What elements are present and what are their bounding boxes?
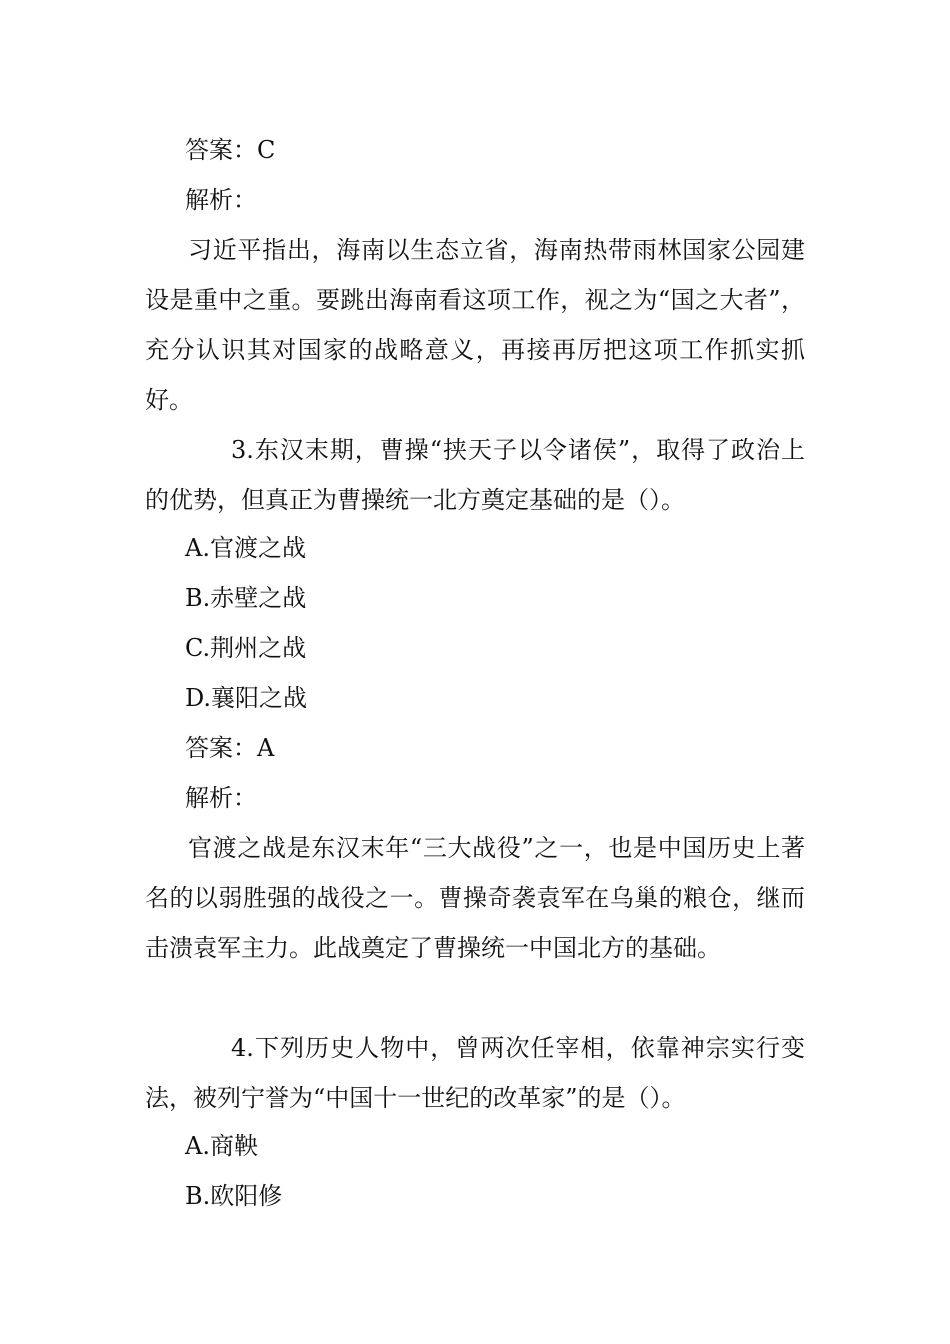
q4-option-b: B.欧阳修: [185, 1182, 283, 1210]
q4-question: 4.下列历史人物中，曾两次任宰相，依靠神宗实行变法，被列宁誉为“中国十一世纪的改革家”的是（）。: [145, 1034, 805, 1112]
q3-analysis-label: 解析：: [185, 784, 257, 812]
q3-option-b: B.赤壁之战: [185, 584, 307, 612]
q2-analysis-label: 解析：: [185, 186, 257, 214]
q3-option-a: A.官渡之战: [185, 534, 306, 562]
q2-analysis-text: 习近平指出，海南以生态立省，海南热带雨林国家公园建设是重中之重。要跳出海南看这项工作，视之为“国之大者”，充分认识其对国家的战略意义，再接再厉把这项工作抓实抓好。: [145, 236, 805, 414]
q3-option-c: C.荆州之战: [185, 634, 307, 662]
q3-question: 3.东汉末期，曹操“挟天子以令诸侯”，取得了政治上的优势，但真正为曹操统一北方奠定基础的是（）。: [145, 436, 805, 514]
q4-option-a: A.商鞅: [185, 1132, 258, 1160]
q2-answer: 答案：C: [185, 136, 276, 164]
q3-answer: 答案：A: [185, 734, 275, 762]
q3-option-d: D.襄阳之战: [185, 684, 308, 712]
q3-analysis-text: 官渡之战是东汉末年“三大战役”之一，也是中国历史上著名的以弱胜强的战役之一。曹操奇袭袁军在乌巢的粮仓，继而击溃袁军主力。此战奠定了曹操统一中国北方的基础。: [145, 834, 805, 962]
